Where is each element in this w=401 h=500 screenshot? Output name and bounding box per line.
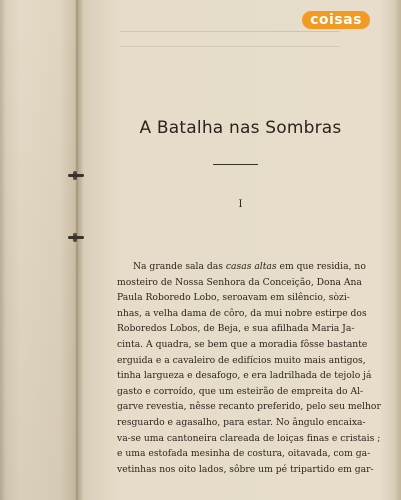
body-line: garve revestia, nêsse recanto preferido, pelo seu melhor xyxy=(117,401,381,413)
body-line: erguida e a cavaleiro de edifícios muito mais antigos, xyxy=(117,354,366,366)
body-line: cinta. A quadra, se bem que a moradia fôsse bastante xyxy=(117,338,368,350)
body-text-span: em que residia, no xyxy=(276,261,366,272)
body-line: Paula Roboredo Lobo, seroavam em silêncio, sòzi- xyxy=(117,292,350,304)
body-line xyxy=(117,259,366,275)
binding-stitch-bottom xyxy=(68,236,84,239)
left-page-edge xyxy=(0,0,76,500)
body-line: tinha largueza e desafogo, e era ladrilhada de tejolo já xyxy=(117,370,372,382)
body-line: Roboredos Lobos, de Beja, e sua afilhada Maria Ja- xyxy=(117,323,355,335)
body-paragraph xyxy=(117,259,381,477)
body-line: mosteiro de Nossa Senhora da Conceição, Dona Ana xyxy=(117,276,362,288)
body-line: resguardo e agasalho, para estar. No ângulo encaixa- xyxy=(117,416,366,428)
page-header-shadow-lower xyxy=(120,46,340,47)
body-line: nhas, a velha dama de côro, da mui nobre estirpe dos xyxy=(117,307,367,319)
body-line: e uma estofada mesinha de costura, oitavada, com ga- xyxy=(117,448,371,460)
body-line: gasto e corroído, que um esteirão de empreita do Al- xyxy=(117,385,364,397)
binding-stitch-top xyxy=(68,174,84,177)
body-line: vetinhas nos oito lados, sôbre um pé tripartido em gar- xyxy=(117,463,374,475)
page-title: A Batalha nas Sombras xyxy=(139,118,342,138)
body-text-span: Na grande sala das xyxy=(133,261,226,272)
title-divider xyxy=(213,164,258,165)
italic-phrase: casas altas xyxy=(225,261,277,272)
page-header-shadow xyxy=(120,31,340,32)
coisas-watermark: coisas xyxy=(302,11,370,29)
book-spine xyxy=(76,0,78,500)
chapter-number: I xyxy=(238,199,243,210)
body-line: va-se uma cantoneira clareada de loiças finas e cristais ; xyxy=(117,432,381,444)
